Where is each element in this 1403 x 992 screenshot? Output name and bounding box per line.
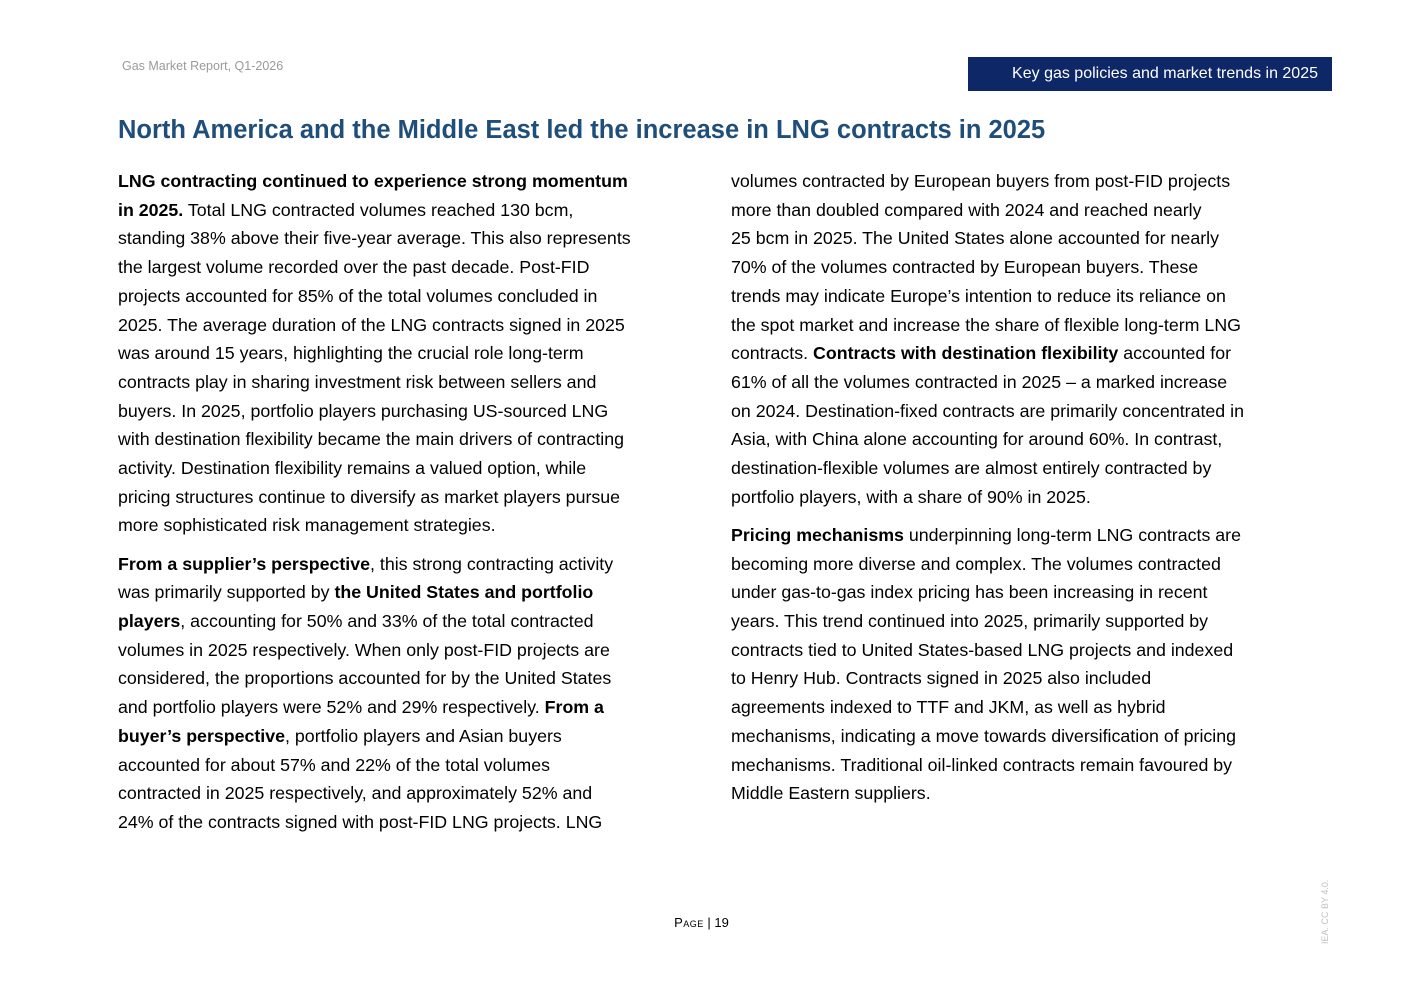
text-run: was primarily supported by <box>118 582 335 603</box>
text-run: volumes contracted by European buyers from post-FID projects <box>731 171 1231 191</box>
bold-text-run: LNG contracting continued to experience strong momentum <box>118 171 628 191</box>
text-line <box>118 454 678 483</box>
text-run: buyers. In 2025, portfolio players purchasing US-sourced LNG <box>118 400 609 421</box>
text-line <box>118 397 678 426</box>
page-number <box>0 915 1403 930</box>
text-line <box>118 282 678 311</box>
text-line <box>731 196 1291 225</box>
text-line <box>731 578 1291 607</box>
text-line <box>731 521 1291 550</box>
text-run: contracts play in sharing investment risk between sellers and <box>118 371 597 392</box>
right-paragraph-2 <box>731 521 1291 808</box>
text-line <box>731 483 1291 512</box>
text-line <box>118 339 678 368</box>
text-line <box>118 196 678 225</box>
page-title: North America and the Middle East led the increase in LNG contracts in 2025 <box>118 116 1046 144</box>
text-run: on 2024. Destination-fixed contracts are primarily concentrated in <box>731 400 1244 421</box>
text-line <box>731 636 1291 665</box>
bold-text-run: in 2025. <box>118 199 184 220</box>
text-run: 61% of all the volumes contracted in 2025 – a marked increase <box>731 371 1228 392</box>
text-line <box>731 167 1291 196</box>
text-run: trends may indicate Europe’s intention to reduce its reliance on <box>731 285 1226 306</box>
text-run: with destination flexibility became the main drivers of contracting <box>118 429 625 450</box>
text-line <box>731 425 1291 454</box>
text-run: , accounting for 50% and 33% of the total contracted <box>180 611 594 632</box>
text-run: standing 38% above their five-year average. This also represents <box>118 228 631 249</box>
text-run: was around 15 years, highlighting the crucial role long-term <box>118 343 584 364</box>
text-line <box>731 282 1291 311</box>
text-line <box>731 722 1291 751</box>
text-run: contracts tied to United States-based LNG projects and indexed <box>731 639 1234 660</box>
text-line <box>118 368 678 397</box>
text-run: more than doubled compared with 2024 and reached nearly <box>731 199 1202 220</box>
page-number-value: 19 <box>714 915 729 930</box>
page-separator: | <box>707 915 711 930</box>
text-line <box>731 397 1291 426</box>
text-run: considered, the proportions accounted for by the United States <box>118 668 612 689</box>
text-line <box>118 693 678 722</box>
right-paragraph-1 <box>731 167 1291 511</box>
bold-text-run: Pricing mechanisms <box>731 524 904 545</box>
text-line <box>118 578 678 607</box>
text-line <box>731 664 1291 693</box>
text-line <box>731 693 1291 722</box>
text-line <box>731 224 1291 253</box>
text-line <box>731 779 1291 808</box>
left-column <box>118 167 678 846</box>
bold-text-run: From a supplier’s perspective <box>118 553 370 574</box>
bold-text-run: the United States and portfolio <box>334 582 594 603</box>
text-run: the largest volume recorded over the past decade. Post-FID <box>118 257 590 278</box>
text-run: accounted for about 57% and 22% of the total volumes <box>118 754 550 775</box>
text-run: 2025. The average duration of the LNG contracts signed in 2025 <box>118 314 625 335</box>
text-run: the spot market and increase the share of flexible long-term LNG <box>731 314 1241 335</box>
text-run: mechanisms. Traditional oil-linked contracts remain favoured by <box>731 754 1233 775</box>
text-line <box>731 339 1291 368</box>
bold-text-run: buyer’s perspective <box>118 725 286 746</box>
text-line <box>118 607 678 636</box>
text-line <box>118 751 678 780</box>
text-run: underpinning long-term LNG contracts are <box>903 524 1241 545</box>
text-run: Asia, with China alone accounting for around 60%. In contrast, <box>731 429 1223 450</box>
text-line <box>118 253 678 282</box>
section-banner: Key gas policies and market trends in 2025 <box>968 57 1332 91</box>
text-line <box>731 550 1291 579</box>
text-run: pricing structures continue to diversify as market players pursue <box>118 486 621 507</box>
left-paragraph-1 <box>118 167 678 540</box>
text-line <box>731 368 1291 397</box>
text-line <box>731 253 1291 282</box>
text-run: Middle Eastern suppliers. <box>731 783 931 804</box>
right-column <box>731 167 1291 817</box>
text-run: to Henry Hub. Contracts signed in 2025 also included <box>731 668 1152 689</box>
text-line <box>118 167 678 196</box>
text-line <box>118 664 678 693</box>
text-run: 70% of the volumes contracted by European buyers. These <box>731 257 1199 278</box>
text-run: projects accounted for 85% of the total volumes concluded in <box>118 285 598 306</box>
text-run: volumes in 2025 respectively. When only post-FID projects are <box>118 639 610 660</box>
page-label: Page <box>674 915 704 930</box>
text-line <box>118 311 678 340</box>
text-line <box>731 607 1291 636</box>
text-run: agreements indexed to TTF and JKM, as well as hybrid <box>731 697 1166 718</box>
text-run: more sophisticated risk management strategies. <box>118 515 496 536</box>
text-line <box>731 751 1291 780</box>
text-line <box>118 483 678 512</box>
text-run: Total LNG contracted volumes reached 130 bcm, <box>183 199 574 220</box>
text-line <box>118 808 678 837</box>
text-run: portfolio players, with a share of 90% in 2025. <box>731 486 1091 507</box>
text-line <box>118 425 678 454</box>
text-run: destination-flexible volumes are almost entirely contracted by <box>731 458 1212 479</box>
text-run: accounted for <box>1118 343 1231 364</box>
text-line <box>118 636 678 665</box>
bold-text-run: Contracts with destination flexibility <box>813 343 1119 364</box>
text-run: contracts. <box>731 343 814 364</box>
text-run: , portfolio players and Asian buyers <box>285 725 562 746</box>
text-run: becoming more diverse and complex. The volumes contracted <box>731 553 1221 574</box>
text-run: , this strong contracting activity <box>370 553 614 574</box>
text-line <box>731 311 1291 340</box>
text-line <box>118 779 678 808</box>
text-run: and portfolio players were 52% and 29% respectively. <box>118 697 545 718</box>
text-run: activity. Destination flexibility remains a valued option, while <box>118 458 587 479</box>
text-run: contracted in 2025 respectively, and approximately 52% and <box>118 783 593 804</box>
text-run: 25 bcm in 2025. The United States alone accounted for nearly <box>731 228 1219 249</box>
text-line <box>118 550 678 579</box>
text-run: years. This trend continued into 2025, primarily supported by <box>731 611 1209 632</box>
report-name: Gas Market Report, Q1-2026 <box>122 59 284 73</box>
bold-text-run: players <box>118 611 181 632</box>
text-run: mechanisms, indicating a move towards diversification of pricing <box>731 725 1237 746</box>
text-line <box>118 224 678 253</box>
text-line <box>731 454 1291 483</box>
left-paragraph-2 <box>118 550 678 837</box>
text-line <box>118 722 678 751</box>
text-line <box>118 511 678 540</box>
text-run: 24% of the contracts signed with post-FID LNG projects. LNG <box>118 811 603 832</box>
bold-text-run: From a <box>544 697 604 718</box>
text-run: under gas-to-gas index pricing has been increasing in recent <box>731 582 1208 603</box>
license-note: IEA. CC BY 4.0. <box>1320 879 1330 944</box>
